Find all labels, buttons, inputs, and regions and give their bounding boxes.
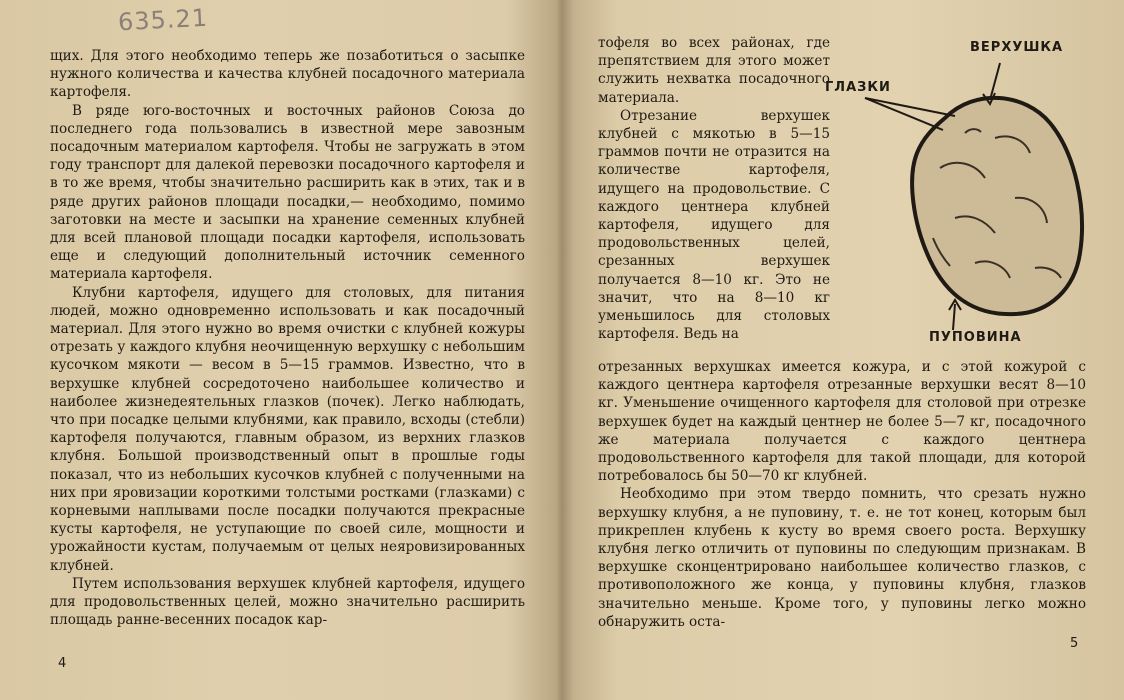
figure-label-top: ВЕРХУШКА (970, 40, 1064, 55)
figure-label-eyes: ГЛАЗКИ (825, 80, 891, 95)
left-page (0, 0, 560, 700)
left-paragraph: Клубни картофеля, идущего для столовых, для питания людей, можно одновременно использовать и как посадочный материал. Для этого нужно во время очистки с клубней кожуры отрезать у каждого клубня неочищенную верхушку с небольшим кусочком мякоти — весом в 5—15 граммов. Известно, что в верхушке клубней сосредоточено наибольшее количество и наиболее жизнедеятельных глазков (почек). Легко наблюдать, что при посадке целыми клубнями, как правило, всходы (стебли) картофеля получаются, главным образом, из верхних глазков клубня. Большой производственный опыт в прошлые годы показал, что из небольших кусочков клубней с полученными на них при яровизации короткими толстыми ростками (глазками) с корневыми наплывами после посадки получаются прекрасные кусты картофеля, не уступающие по своей силе, мощности и урожайности кустам, получаемым от целых неяровизированных клубней. (50, 284, 525, 574)
right-column-paragraph: Отрезание верхушек клубней с мякотью в 5—15 граммов почти не отразится на количестве картофеля, идущего на продовольствие. С каждого центнера клубней картофеля, идущего для продовольственных целей, срезанных верхушек получается 8—10 кг. Это не значит, что на 8—10 кг уменьшилось для столовых картофеля. Ведь на (598, 107, 830, 343)
figure-label-bottom: ПУПОВИНА (929, 330, 1022, 345)
left-paragraph: В ряде юго-восточных и восточных районов Союза до последнего года пользовались в известной мере завозным посадочным материалом картофеля. Чтобы не загружать в этом году транспорт для далекой перевозки посадочного картофеля и в то же время, чтобы значительно расширить как в этих, так и в ряде других районов площади посадки,— необходимо, помимо заготовки на месте и засыпки на хранение семенных клубней для всей плановой площади посадки картофеля, использовать еще и следующий дополнительный источник семенного материала картофеля. (50, 102, 525, 283)
right-page-full-text (598, 358, 1086, 631)
page-number-right: 5 (1070, 636, 1079, 651)
right-page (560, 0, 1124, 700)
left-page-text (50, 47, 525, 630)
right-full-paragraph: Необходимо при этом твердо помнить, что срезать нужно верхушку клубня, а не пуповину, т. е. не тот конец, которым был прикреплен клубень к кусту во время своего роста. Верхушку клубня легко отличить от пуповины по следующим признакам. В верхушке сконцентрировано наибольшее количество глазков, с противоположного же конца, у пуповины клубня, глазков значительно меньше. Кроме того, у пуповины легко можно обнаружить оста- (598, 486, 1086, 630)
right-full-paragraph: отрезанных верхушках имеется кожура, и с этой кожурой с каждого центнера картофеля отрезанные верхушки весят 8—10 кг. Уменьшение очищенного картофеля для столовой при отрезке верхушек будет на каждый центнер не более 5—7 кг, посадочного же материала получается с каждого центнера продовольственного картофеля для такой площади, для которой потребовалось бы 50—70 кг клубней. (598, 359, 1086, 485)
handwritten-mark: 635.21 (117, 3, 209, 37)
right-page-column-text (598, 34, 830, 343)
right-column-paragraph: тофеля во всех районах, где препятствием для этого может служить нехватка посадочного материала. (598, 35, 830, 106)
left-paragraph: Путем использования верхушек клубней картофеля, идущего для продовольственных целей, можно значительно расширить площадь ранне-весенних посадок кар- (50, 575, 525, 629)
potato-tuber-figure (825, 38, 1115, 358)
left-paragraph: щих. Для этого необходимо теперь же позаботиться о засыпке нужного количества и качества клубней посадочного материала картофеля. (50, 48, 525, 101)
page-number-left: 4 (58, 656, 67, 671)
